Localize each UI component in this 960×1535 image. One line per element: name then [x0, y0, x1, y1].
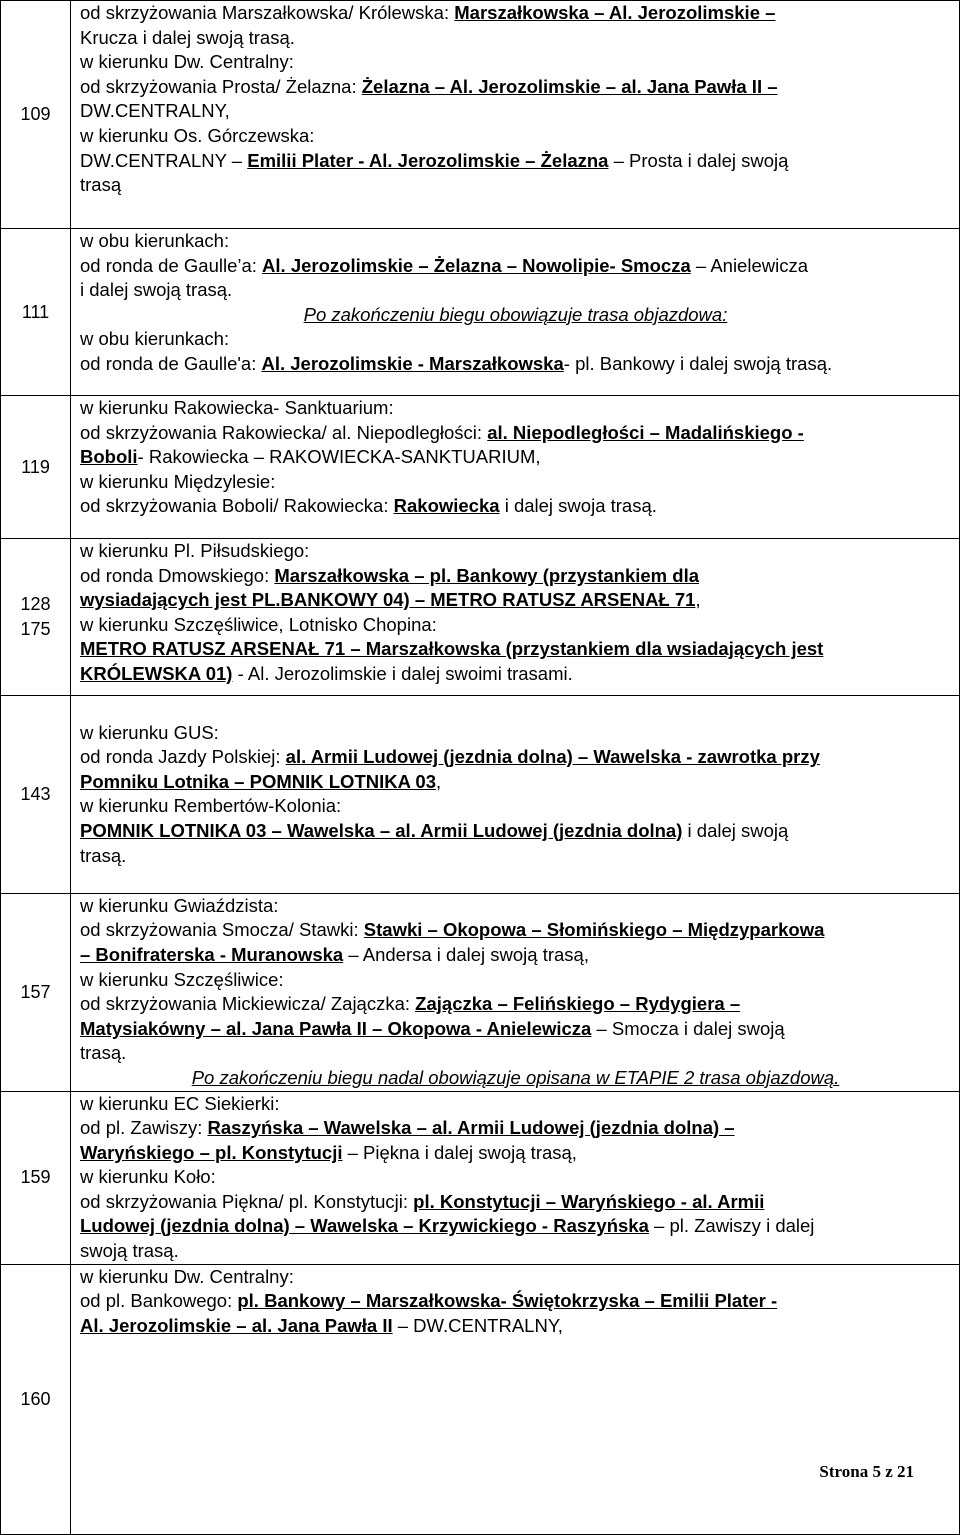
route-description-cell — [71, 539, 960, 696]
street-route-segment: al. Niepodległości – Madalińskiego - — [487, 421, 804, 443]
route-text-segment: w obu kierunkach: — [80, 230, 230, 251]
route-line — [80, 1041, 951, 1066]
route-text-segment: DW.CENTRALNY, — [80, 100, 230, 122]
route-text-segment: w kierunku Koło: — [80, 1166, 216, 1188]
route-line — [80, 352, 951, 377]
route-line — [80, 1289, 951, 1314]
route-number-stack — [1, 980, 70, 1005]
routes-table-body — [1, 1, 960, 1535]
route-text-segment: – Andersa i dalej swoją trasą, — [343, 943, 589, 965]
route-text-segment: , — [695, 589, 701, 611]
route-text-segment: w obu kierunkach: — [80, 328, 230, 350]
route-number-cell — [1, 893, 71, 1091]
route-number: 175 — [20, 619, 51, 639]
route-line — [80, 327, 951, 352]
route-text-segment: w kierunku Dw. Centralny: — [80, 51, 294, 73]
route-line — [80, 721, 951, 746]
route-number-cell — [1, 696, 71, 894]
route-line — [80, 494, 951, 519]
route-text-segment: od skrzyżowania Rakowiecka/ al. Niepodległości: — [80, 421, 488, 443]
route-text-segment: i dalej swoja trasą. — [499, 495, 657, 517]
street-route-segment: POMNIK LOTNIKA 03 – Wawelska – al. Armii Ludowej (jezdnia dolna) — [80, 819, 683, 841]
street-route-segment: Zajączka – Felińskiego – Rydygiera – — [415, 993, 741, 1015]
route-line — [80, 445, 951, 470]
route-description-cell — [71, 229, 960, 396]
street-route-segment: Boboli — [80, 446, 138, 468]
route-line — [80, 1017, 951, 1042]
route-text-segment: - pl. Bankowy i dalej swoją trasą. — [563, 352, 833, 374]
route-line — [80, 229, 951, 254]
route-text-segment: w kierunku Gwiaździsta: — [80, 894, 279, 916]
route-text-segment: – pl. Zawiszy i dalej — [648, 1215, 815, 1237]
route-text-segment: od pl. Bankowego: — [80, 1290, 238, 1312]
route-text-segment: Krucza i dalej swoją trasą. — [80, 26, 295, 48]
route-text-segment: i dalej swoją — [682, 819, 789, 841]
route-number-stack — [1, 782, 70, 807]
route-row — [1, 1, 960, 229]
route-text-segment: trasą — [80, 174, 122, 196]
route-description-cell — [71, 696, 960, 894]
route-text-segment: – DW.CENTRALNY, — [392, 1314, 563, 1336]
route-number-stack — [1, 1387, 70, 1412]
route-description-cell — [71, 1, 960, 229]
route-line — [80, 539, 951, 564]
route-line — [80, 992, 951, 1017]
route-text-segment: w kierunku GUS: — [80, 721, 219, 743]
route-line — [80, 1165, 951, 1190]
route-text-segment: w kierunku EC Siekierki: — [80, 1092, 280, 1114]
street-route-segment: Rakowiecka — [393, 495, 500, 517]
route-line — [80, 868, 951, 893]
route-text-segment: – Smocza i dalej swoją — [591, 1017, 785, 1039]
route-line — [80, 149, 951, 174]
route-text-segment: od ronda de Gaulle'a: — [80, 352, 262, 374]
route-number-cell — [1, 539, 71, 696]
route-text-segment: - Al. Jerozolimskie i dalej swoimi trasami. — [232, 662, 573, 684]
route-line — [80, 75, 951, 100]
route-number-stack — [1, 300, 70, 325]
route-text-segment: w kierunku Pl. Piłsudskiego: — [80, 540, 310, 561]
route-line — [80, 50, 951, 75]
street-route-segment: Al. Jerozolimskie – Żelazna – Nowolipie- Smocza — [262, 254, 691, 276]
street-route-segment: Raszyńska – Wawelska – al. Armii Ludowej (jezdnia dolna) – — [207, 1117, 735, 1139]
route-description-cell — [71, 1091, 960, 1264]
route-description-cell — [71, 396, 960, 539]
route-line — [80, 894, 951, 919]
route-text-segment: trasą. — [80, 844, 127, 866]
route-text-segment: od ronda Dmowskiego: — [80, 564, 275, 586]
route-text-segment: – Piękna i dalej swoją trasą, — [342, 1141, 577, 1163]
route-line — [80, 844, 951, 869]
route-description-cell — [71, 1264, 960, 1534]
street-route-segment: pl. Bankowy – Marszałkowska- Świętokrzyska – Emilii Plater - — [237, 1290, 778, 1312]
route-number-stack — [1, 455, 70, 480]
route-text-segment: w kierunku Rakowiecka- Sanktuarium: — [80, 397, 394, 418]
street-route-segment: Al. Jerozolimskie - Marszałkowska — [261, 352, 564, 374]
street-route-segment: Emilii Plater - Al. Jerozolimskie – Żelazna — [247, 149, 609, 171]
route-line — [80, 819, 951, 844]
route-number: 128 — [20, 594, 51, 614]
route-line — [80, 1141, 951, 1166]
route-line — [80, 1, 951, 26]
street-route-segment: al. Armii Ludowej (jezdnia dolna) – Wawelska - zawrotka przy — [285, 746, 820, 768]
street-route-segment: KRÓLEWSKA 01) — [80, 662, 233, 684]
route-line — [80, 770, 951, 795]
route-line — [80, 421, 951, 446]
route-line — [80, 745, 951, 770]
route-line — [80, 943, 951, 968]
route-text-segment: w kierunku Szczęśliwice, Lotnisko Chopina: — [80, 613, 437, 635]
route-line — [80, 968, 951, 993]
route-line — [80, 1239, 951, 1264]
route-number: 111 — [21, 301, 50, 322]
route-line — [80, 278, 951, 303]
route-text-segment: od skrzyżowania Piękna/ pl. Konstytucji: — [80, 1190, 414, 1212]
route-number: 159 — [20, 1167, 51, 1188]
street-route-segment: Ludowej (jezdnia dolna) – Wawelska – Krzywickiego - Raszyńska — [80, 1215, 649, 1237]
street-route-segment: Waryńskiego – pl. Konstytucji — [80, 1141, 343, 1163]
route-number-cell — [1, 1264, 71, 1534]
route-text-segment: od skrzyżowania Prosta/ Żelazna: — [80, 75, 362, 97]
street-route-segment: wysiadających jest PL. — [80, 589, 281, 611]
route-line — [80, 99, 951, 124]
route-line — [80, 1066, 951, 1091]
route-line — [80, 662, 951, 687]
route-number-stack — [1, 102, 70, 127]
route-number: 157 — [20, 981, 51, 1002]
route-line — [80, 254, 951, 279]
route-text-segment: od skrzyżowania Smocza/ Stawki: — [80, 919, 364, 941]
street-route-segment: Po zakończeniu biegu obowiązuje trasa objazdowa: — [303, 303, 728, 325]
route-line — [80, 1116, 951, 1141]
route-text-segment: DW.CENTRALNY – — [80, 149, 248, 171]
street-route-segment: Marszałkowska – Al. Jerozolimskie – — [454, 2, 776, 23]
street-route-segment: Po zakończeniu biegu nadal obowiązuje opisana w ETAPIE 2 trasa objazdową. — [191, 1066, 840, 1088]
route-text-segment: od skrzyżowania Mickiewicza/ Zajączka: — [80, 993, 416, 1015]
route-row — [1, 396, 960, 539]
route-text-segment: w kierunku Rembertów-Kolonia: — [80, 795, 342, 817]
street-route-segment: Stawki – Okopowa – Słomińskiego – Międzyparkowa — [363, 919, 825, 941]
street-route-segment: Matysiakówny – al. Jana Pawła II – Okopowa - Anielewicza — [80, 1017, 592, 1039]
route-number: 160 — [20, 1388, 51, 1409]
route-description-cell — [71, 893, 960, 1091]
route-text-segment: w kierunku Os. Górczewska: — [80, 124, 315, 146]
route-line — [80, 696, 951, 721]
route-row — [1, 539, 960, 696]
route-text-segment: , — [436, 770, 442, 792]
route-text-segment: od skrzyżowania Boboli/ Rakowiecka: — [80, 495, 394, 517]
route-line — [80, 918, 951, 943]
route-line — [80, 1265, 951, 1290]
route-number-cell — [1, 1091, 71, 1264]
route-line — [80, 396, 951, 421]
route-number-cell — [1, 396, 71, 539]
route-text-segment: w kierunku Szczęśliwice: — [80, 968, 284, 990]
route-number: 119 — [21, 456, 50, 477]
route-line — [80, 470, 951, 495]
route-number-stack — [1, 1165, 70, 1190]
route-number-stack — [1, 592, 70, 642]
route-row — [1, 696, 960, 894]
street-route-segment: Al. Jerozolimskie – al. Jana Pawła II — [80, 1314, 393, 1336]
route-text-segment: - Rakowiecka – RAKOWIECKA-SANKTUARIUM, — [137, 446, 541, 468]
route-text-segment: w kierunku Dw. Centralny: — [80, 1265, 294, 1287]
route-text-segment: trasą. — [80, 1042, 127, 1064]
route-text-segment: swoją trasą. — [80, 1240, 179, 1262]
street-route-segment: – Bonifraterska - Muranowska — [80, 943, 344, 965]
route-row — [1, 229, 960, 396]
route-line — [80, 26, 951, 51]
route-line — [80, 637, 951, 662]
route-text-segment: – Anielewicza — [690, 254, 808, 276]
route-line — [80, 1092, 951, 1117]
route-text-segment: od pl. Zawiszy: — [80, 1117, 208, 1139]
route-line — [80, 124, 951, 149]
route-line — [80, 564, 951, 589]
street-route-segment: BANKOWY 04) – METRO RATUSZ ARSENAŁ 71 — [280, 589, 696, 611]
route-line — [80, 1214, 951, 1239]
route-number-cell — [1, 229, 71, 396]
route-text-segment: w kierunku Międzylesie: — [80, 470, 276, 492]
route-text-segment: od skrzyżowania Marszałkowska/ Królewska: — [80, 2, 455, 23]
route-row — [1, 1264, 960, 1534]
route-number: 143 — [20, 783, 51, 804]
route-line — [80, 794, 951, 819]
route-line — [80, 588, 951, 613]
route-row — [1, 1091, 960, 1264]
street-route-segment: Marszałkowska – pl. Bankowy (przystankiem dla — [274, 564, 699, 586]
route-number-cell — [1, 1, 71, 229]
route-line — [80, 173, 951, 198]
route-line — [80, 1190, 951, 1215]
route-line — [80, 303, 951, 328]
street-route-segment: pl. Konstytucji – Waryńskiego - al. Armii — [413, 1190, 765, 1212]
route-line — [80, 613, 951, 638]
route-number: 109 — [20, 104, 51, 124]
route-text-segment: od ronda Jazdy Polskiej: — [80, 746, 286, 768]
route-row — [1, 893, 960, 1091]
route-text-segment: od ronda de Gaulle’a: — [80, 254, 263, 276]
route-text-segment: – Prosta i dalej swoją — [608, 149, 789, 171]
street-route-segment: Żelazna – Al. Jerozolimskie – al. Jana Pawła II – — [361, 75, 778, 97]
route-text-segment: i dalej swoją trasą. — [80, 279, 233, 301]
page-footer: Strona 5 z 21 — [819, 1462, 914, 1481]
street-route-segment: Pomniku Lotnika – POMNIK LOTNIKA 03 — [80, 770, 436, 792]
street-route-segment: METRO RATUSZ ARSENAŁ 71 – Marszałkowska (przystankiem dla wsiadających jest — [80, 638, 824, 660]
route-line — [80, 1314, 951, 1339]
